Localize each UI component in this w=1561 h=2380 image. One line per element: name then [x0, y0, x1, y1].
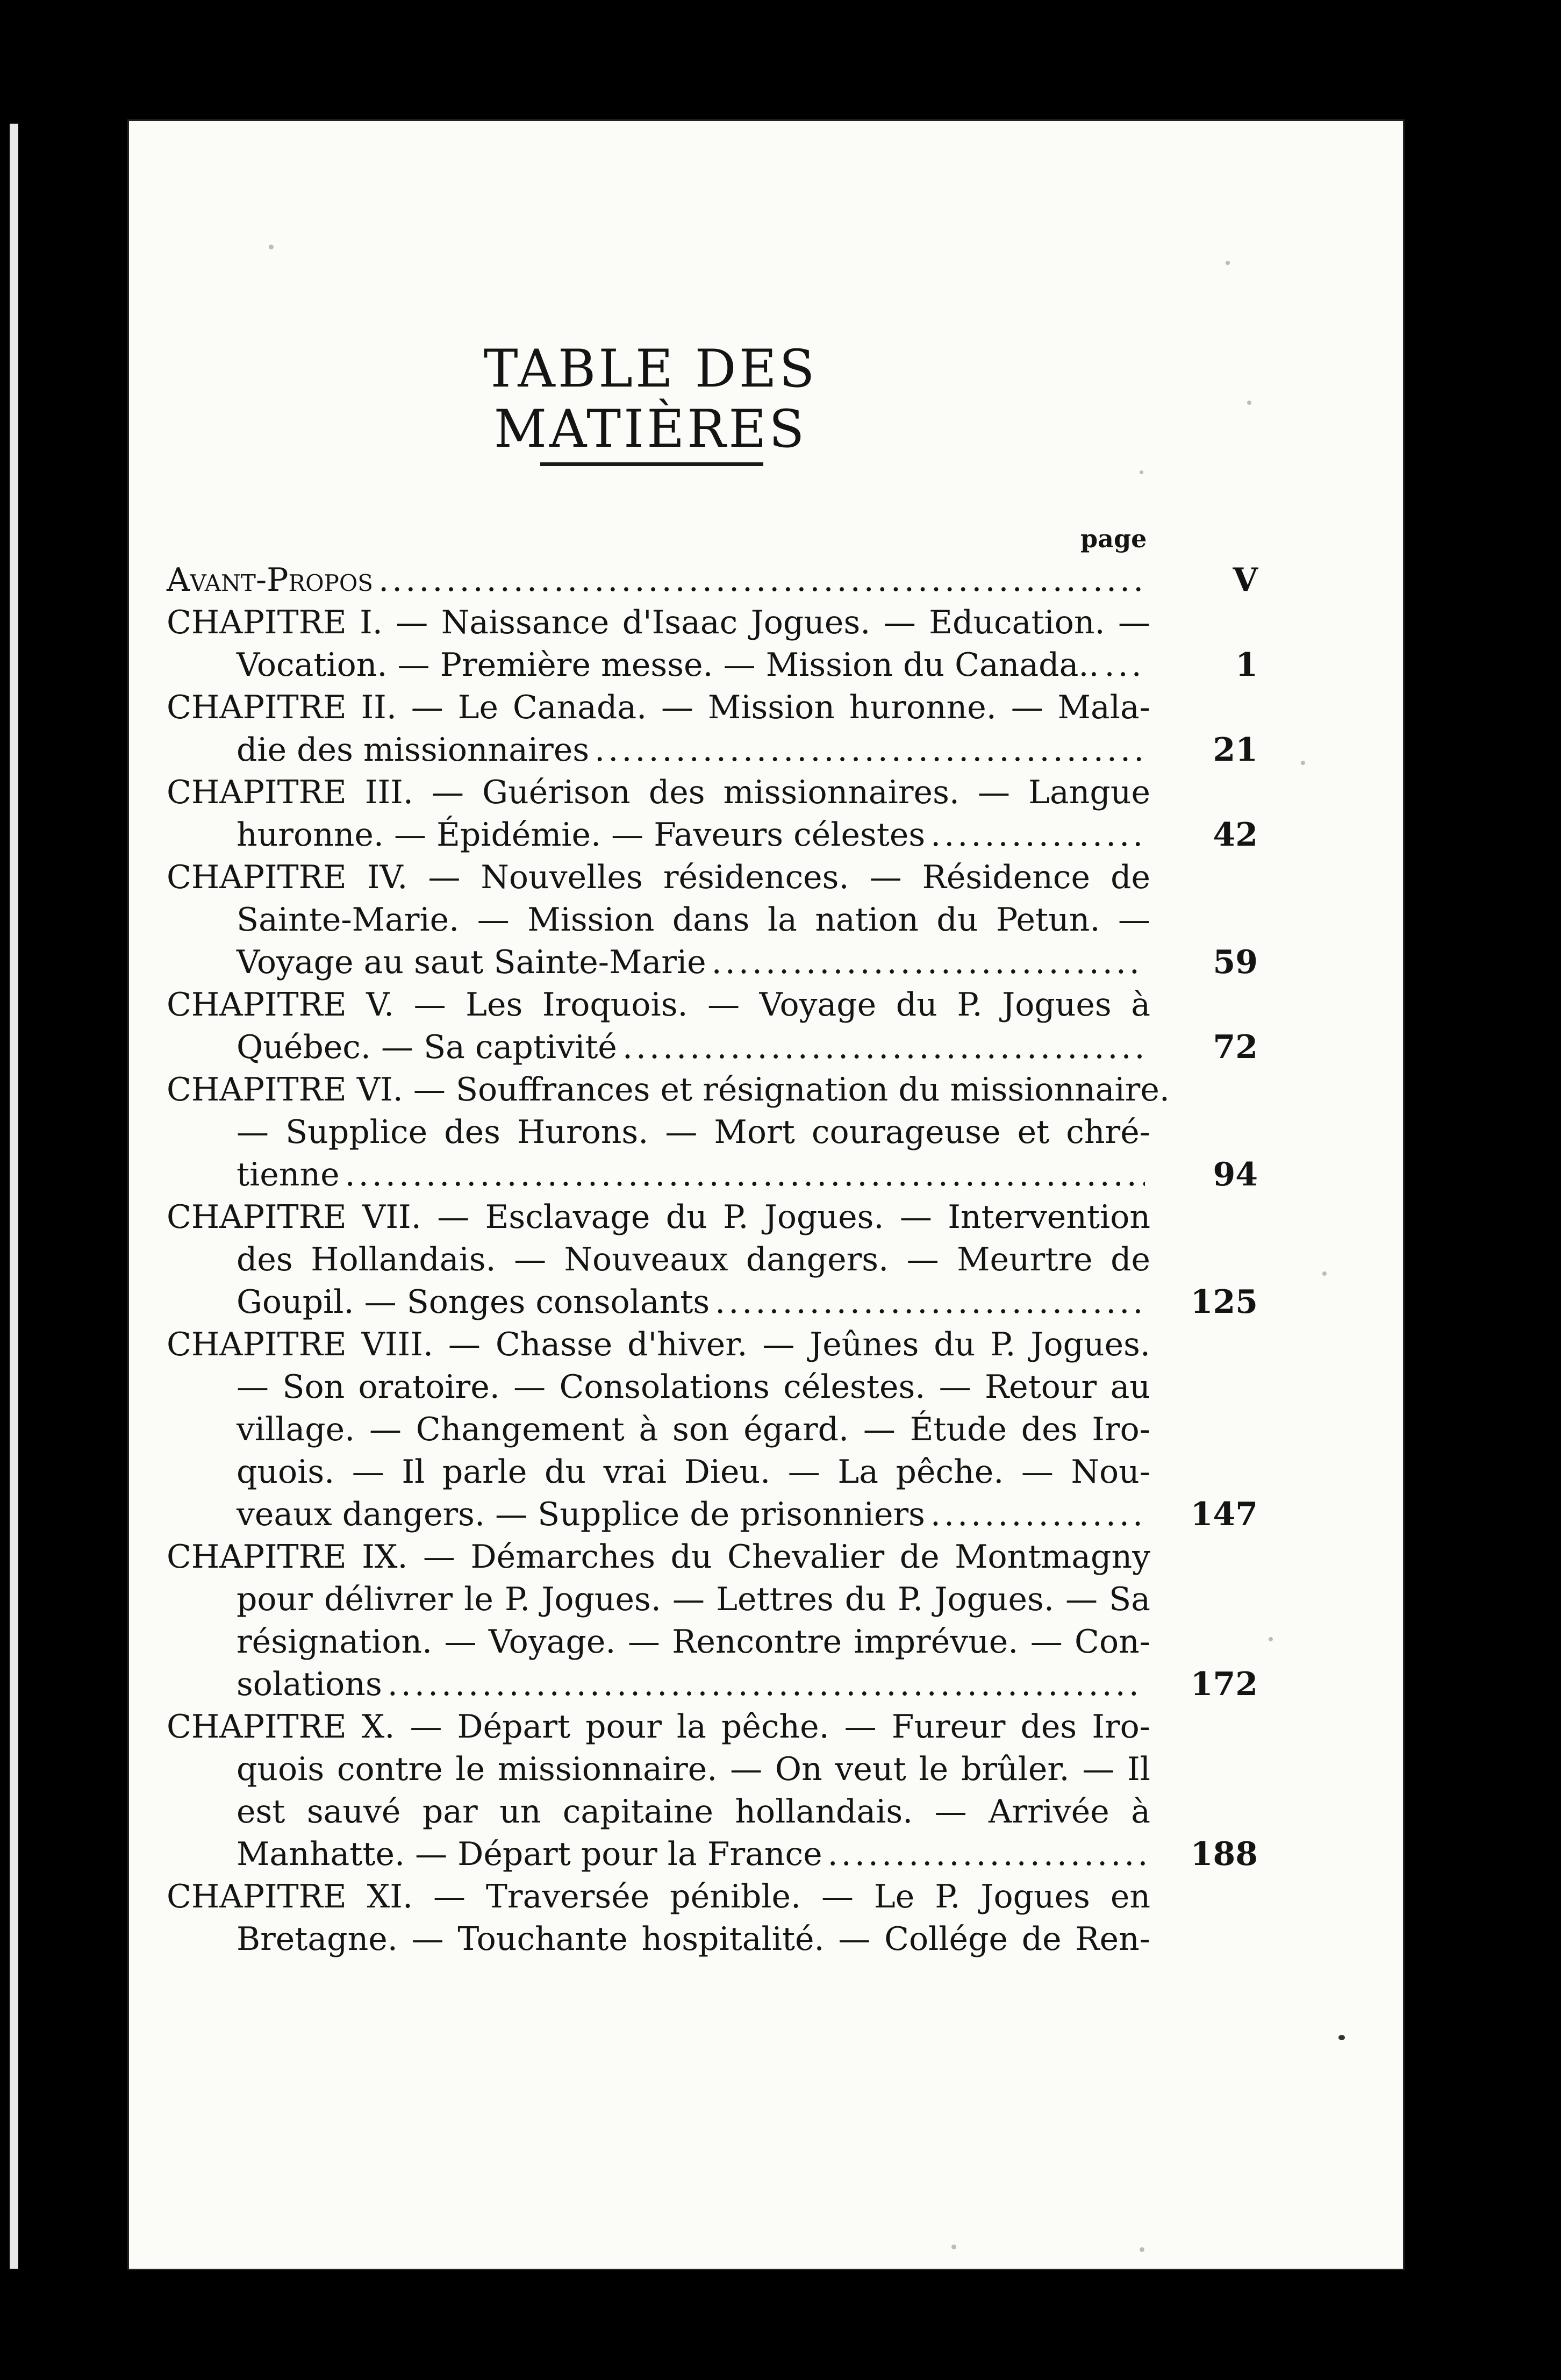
toc-line-text: Avant-Propos	[167, 561, 374, 599]
dot-leader	[622, 1026, 1145, 1069]
toc-entry-line	[167, 1493, 1258, 1536]
toc-line-text: Vocation. — Première messe. — Mission du Canada..	[237, 646, 1099, 684]
dot-leader	[715, 1281, 1145, 1324]
toc-entry-line	[167, 1791, 1150, 1833]
toc-line-text: CHAPITRE I. — Naissance d'Isaac Jogues. — Education. —	[167, 604, 1150, 641]
toc-entry-line	[167, 1409, 1150, 1451]
dot-leader	[345, 1154, 1145, 1196]
toc-line-text: Québec. — Sa captivité	[237, 1028, 617, 1066]
toc-line-text: — Son oratoire. — Consolations célestes. — Retour au	[237, 1368, 1150, 1406]
toc-entry-line	[167, 1706, 1150, 1748]
toc-line-text: CHAPITRE III. — Guérison des missionnaires. — Langue	[167, 774, 1150, 811]
toc-entry	[167, 602, 1258, 687]
toc-page-number: 188	[1190, 1835, 1258, 1873]
toc-entry-line	[167, 1621, 1150, 1663]
toc-entry-line	[167, 1026, 1258, 1069]
toc-entry	[167, 856, 1258, 984]
toc-entry-line	[167, 941, 1258, 984]
toc-entry-line	[167, 1239, 1150, 1281]
scan-speck	[269, 245, 274, 249]
toc-entry-line	[167, 1366, 1150, 1409]
toc-line-text: die des missionnaires	[237, 731, 590, 769]
scan-speck	[1322, 1271, 1327, 1276]
toc-line-text: pour délivrer le P. Jogues. — Lettres du P. Jogues. — Sa	[237, 1581, 1150, 1618]
toc-line-text: CHAPITRE XI. — Traversée pénible. — Le P. Jogues en	[167, 1878, 1150, 1916]
scan-speck	[1140, 470, 1143, 474]
toc-line-text: Manhatte. — Départ pour la France	[237, 1835, 822, 1873]
toc-line-text: CHAPITRE IV. — Nouvelles résidences. — Résidence de	[167, 859, 1150, 896]
toc-entry	[167, 1706, 1258, 1876]
toc-line-text: huronne. — Épidémie. — Faveurs célestes	[237, 816, 926, 854]
toc-entry-line	[167, 1536, 1150, 1578]
toc-entry-line	[167, 687, 1150, 729]
toc-entry-line	[167, 559, 1258, 602]
scan-speck	[1247, 401, 1251, 405]
toc-line-text: CHAPITRE IX. — Démarches du Chevalier de Montmagny	[167, 1538, 1150, 1576]
toc-entry	[167, 771, 1258, 856]
title-rule	[540, 462, 763, 466]
toc-line-text: veaux dangers. — Supplice de prisonniers	[237, 1496, 925, 1533]
toc-entry-line	[167, 602, 1150, 644]
toc-page-number: 21	[1213, 731, 1258, 769]
toc-entry-line	[167, 1069, 1170, 1111]
dot-leader	[1105, 644, 1145, 687]
toc-page-number: 172	[1190, 1666, 1258, 1703]
toc-entry-line	[167, 771, 1150, 814]
toc-line-text: CHAPITRE II. — Le Canada. — Mission huronne. — Mala-	[167, 689, 1150, 726]
toc-entry-line	[167, 1196, 1150, 1239]
toc-entry-line	[167, 1111, 1150, 1154]
toc-line-text: CHAPITRE X. — Départ pour la pêche. — Fureur des Iro-	[167, 1708, 1150, 1746]
toc-line-text: des Hollandais. — Nouveaux dangers. — Meurtre de	[237, 1241, 1150, 1278]
toc-entry-line	[167, 1918, 1150, 1961]
toc-entry	[167, 559, 1258, 602]
toc-line-text: CHAPITRE VI. — Souffrances et résignation du missionnaire.	[167, 1071, 1170, 1109]
toc-line-text: village. — Changement à son égard. — Étude des Iro-	[237, 1411, 1150, 1448]
toc-entry-line	[167, 1281, 1258, 1324]
scan-speck	[1269, 1637, 1273, 1641]
toc-line-text: quois contre le missionnaire. — On veut le brûler. — Il	[237, 1750, 1150, 1788]
dot-leader	[930, 814, 1145, 856]
toc-page-number: 147	[1190, 1496, 1258, 1533]
dot-leader	[828, 1833, 1145, 1876]
toc-line-text: Sainte-Marie. — Mission dans la nation du Petun. —	[237, 901, 1150, 939]
toc-entry	[167, 1069, 1258, 1196]
toc-entry-line	[167, 1663, 1258, 1706]
toc-line-text: — Supplice des Hurons. — Mort courageuse et chré-	[237, 1113, 1150, 1151]
toc-entry-line	[167, 984, 1150, 1026]
page-binding-edge	[0, 124, 26, 2269]
toc-entry-line	[167, 729, 1258, 771]
toc-entry-line	[167, 1876, 1150, 1918]
toc-line-text: CHAPITRE VII. — Esclavage du P. Jogues. — Intervention	[167, 1198, 1150, 1236]
toc-entry-line	[167, 814, 1258, 856]
toc-page-number: 42	[1213, 816, 1258, 854]
dot-leader	[712, 941, 1145, 984]
toc-entry-line	[167, 1578, 1150, 1621]
scan-speck	[1338, 2035, 1345, 2040]
toc-entry-line	[167, 1154, 1258, 1196]
toc-entry	[167, 1536, 1258, 1706]
toc-page-number: 125	[1190, 1283, 1258, 1321]
toc-entry	[167, 687, 1258, 771]
toc-line-text: solations	[237, 1666, 382, 1703]
scan-speck	[1140, 2247, 1144, 2252]
dot-leader	[930, 1493, 1145, 1536]
toc-line-text: quois. — Il parle du vrai Dieu. — La pêche. — Nou-	[237, 1453, 1150, 1491]
toc-page-number: V	[1233, 561, 1258, 599]
toc-entry-line	[167, 1748, 1150, 1791]
toc-page-number: 59	[1213, 944, 1258, 981]
toc-line-text: Goupil. — Songes consolants	[237, 1283, 710, 1321]
page-title: TABLE DES MATIÈRES	[483, 339, 818, 459]
dot-leader	[378, 559, 1145, 602]
toc-entry	[167, 1876, 1150, 1961]
toc-line-text: résignation. — Voyage. — Rencontre imprévue. — Con-	[237, 1623, 1150, 1661]
dot-leader	[388, 1663, 1145, 1706]
toc-page-number: 94	[1213, 1156, 1258, 1193]
table-of-contents	[167, 559, 1258, 1961]
toc-entry-line	[167, 1451, 1150, 1493]
toc-entry	[167, 984, 1258, 1069]
toc-entry	[167, 1324, 1258, 1536]
scan-speck	[951, 2245, 956, 2249]
toc-line-text: CHAPITRE VIII. — Chasse d'hiver. — Jeûnes du P. Jogues.	[167, 1326, 1150, 1363]
toc-entry	[167, 1196, 1258, 1324]
toc-line-text: tienne	[237, 1156, 340, 1193]
toc-line-text: est sauvé par un capitaine hollandais. — Arrivée à	[237, 1793, 1150, 1831]
toc-line-text: Voyage au saut Sainte-Marie	[237, 944, 706, 981]
toc-line-text: Bretagne. — Touchante hospitalité. — Collége de Ren-	[237, 1920, 1150, 1958]
toc-entry-line	[167, 899, 1150, 941]
toc-entry-line	[167, 856, 1150, 899]
scan-speck	[1301, 761, 1305, 765]
dot-leader	[595, 729, 1145, 771]
toc-entry-line	[167, 644, 1258, 687]
toc-line-text: CHAPITRE V. — Les Iroquois. — Voyage du P. Jogues à	[167, 986, 1150, 1024]
page-column-header: page	[1080, 524, 1147, 553]
toc-page-number: 1	[1235, 646, 1258, 684]
toc-page-number: 72	[1213, 1028, 1258, 1066]
toc-entry-line	[167, 1324, 1150, 1366]
toc-entry-line	[167, 1833, 1258, 1876]
scan-speck	[1226, 261, 1230, 265]
